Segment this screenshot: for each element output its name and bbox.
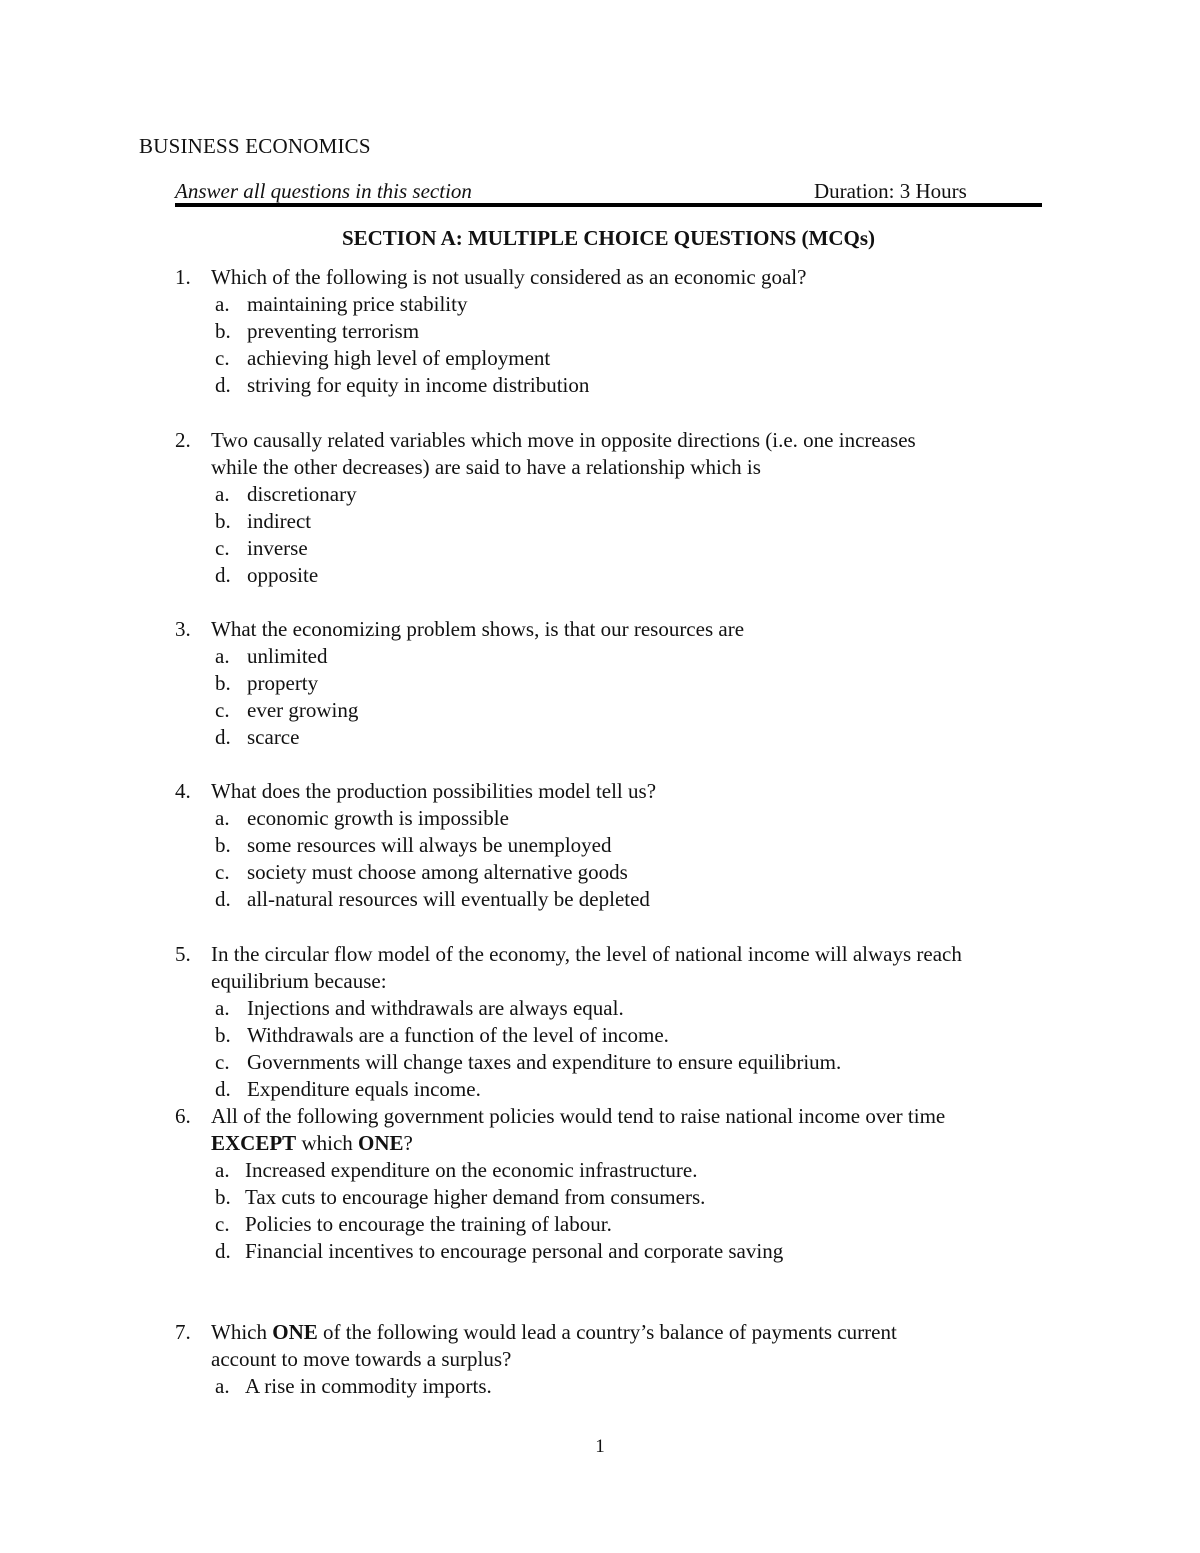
question-text: account to move towards a surplus? bbox=[211, 1347, 512, 1371]
option-text: maintaining price stability bbox=[247, 292, 468, 316]
option-letter: c. bbox=[215, 1212, 230, 1236]
question-mark: ? bbox=[403, 1131, 413, 1155]
option-text: Expenditure equals income. bbox=[247, 1077, 481, 1101]
option-letter: a. bbox=[215, 1158, 230, 1182]
option-c bbox=[175, 859, 1055, 886]
option-b bbox=[175, 1022, 1055, 1049]
option-letter: c. bbox=[215, 1050, 230, 1074]
question-7 bbox=[175, 1319, 1055, 1400]
option-text: opposite bbox=[247, 563, 319, 587]
option-text: some resources will always be unemployed bbox=[247, 833, 612, 857]
option-d bbox=[175, 1076, 1055, 1103]
emphasis-one: ONE bbox=[358, 1131, 404, 1155]
question-4 bbox=[175, 778, 1055, 913]
option-a bbox=[175, 1157, 1055, 1184]
option-text: Withdrawals are a function of the level of income. bbox=[247, 1023, 669, 1047]
question-text: while the other decreases) are said to have a relationship which is bbox=[211, 455, 761, 479]
question-text-part: of the following would lead a country’s balance of payments current bbox=[317, 1320, 897, 1344]
option-letter: c. bbox=[215, 346, 230, 370]
option-c bbox=[175, 1049, 1055, 1076]
option-c bbox=[175, 535, 1055, 562]
option-text: Tax cuts to encourage higher demand from consumers. bbox=[245, 1185, 706, 1209]
emphasis-one: ONE bbox=[272, 1320, 318, 1344]
option-d bbox=[175, 724, 1055, 751]
question-number: 7. bbox=[175, 1320, 191, 1344]
option-c bbox=[175, 1211, 1055, 1238]
option-text: Increased expenditure on the economic infrastructure. bbox=[245, 1158, 698, 1182]
option-text: scarce bbox=[247, 725, 300, 749]
question-number: 1. bbox=[175, 265, 191, 289]
option-text: A rise in commodity imports. bbox=[245, 1374, 492, 1398]
option-text: Financial incentives to encourage personal and corporate saving bbox=[245, 1239, 784, 1263]
option-letter: a. bbox=[215, 996, 230, 1020]
header-rule bbox=[175, 203, 1042, 207]
question-2 bbox=[175, 427, 1055, 589]
option-letter: d. bbox=[215, 725, 231, 749]
option-d bbox=[175, 886, 1055, 913]
question-text-part: which bbox=[296, 1131, 359, 1155]
option-text: discretionary bbox=[247, 482, 357, 506]
option-letter: b. bbox=[215, 1185, 231, 1209]
question-number: 2. bbox=[175, 428, 191, 452]
option-text: inverse bbox=[247, 536, 308, 560]
option-d bbox=[175, 562, 1055, 589]
question-text: equilibrium because: bbox=[211, 969, 387, 993]
question-text bbox=[211, 1319, 897, 1346]
question-text: In the circular flow model of the economy, the level of national income will always reach bbox=[211, 942, 962, 966]
option-c bbox=[175, 345, 1055, 372]
option-letter: a. bbox=[215, 292, 230, 316]
option-text: Injections and withdrawals are always equal. bbox=[247, 996, 624, 1020]
question-text: Two causally related variables which move in opposite directions (i.e. one increases bbox=[211, 428, 916, 452]
question-number: 4. bbox=[175, 779, 191, 803]
instruction-text: Answer all questions in this section bbox=[175, 179, 472, 203]
option-b bbox=[175, 832, 1055, 859]
option-text: achieving high level of employment bbox=[247, 346, 551, 370]
question-1 bbox=[175, 264, 1055, 399]
option-letter: b. bbox=[215, 509, 231, 533]
question-number: 5. bbox=[175, 942, 191, 966]
option-letter: b. bbox=[215, 833, 231, 857]
option-letter: a. bbox=[215, 806, 230, 830]
option-d bbox=[175, 372, 1055, 399]
option-a bbox=[175, 1373, 1055, 1400]
question-3 bbox=[175, 616, 1055, 751]
option-c bbox=[175, 697, 1055, 724]
option-text: ever growing bbox=[247, 698, 359, 722]
option-d bbox=[175, 1238, 1055, 1265]
option-letter: a. bbox=[215, 482, 230, 506]
option-text: all-natural resources will eventually be depleted bbox=[247, 887, 650, 911]
option-text: Governments will change taxes and expenditure to ensure equilibrium. bbox=[247, 1050, 842, 1074]
option-letter: a. bbox=[215, 644, 230, 668]
question-text: Which of the following is not usually considered as an economic goal? bbox=[211, 265, 807, 289]
option-b bbox=[175, 508, 1055, 535]
option-letter: d. bbox=[215, 1077, 231, 1101]
option-letter: c. bbox=[215, 860, 230, 884]
page-number: 1 bbox=[595, 1436, 605, 1457]
question-text-part: Which bbox=[211, 1320, 273, 1344]
question-number: 3. bbox=[175, 617, 191, 641]
option-text: property bbox=[247, 671, 319, 695]
question-6 bbox=[175, 1103, 1055, 1265]
option-b bbox=[175, 670, 1055, 697]
option-text: society must choose among alternative goods bbox=[247, 860, 628, 884]
section-title: SECTION A: MULTIPLE CHOICE QUESTIONS (MCQs) bbox=[341, 226, 876, 250]
question-5 bbox=[175, 941, 1055, 1103]
option-letter: b. bbox=[215, 1023, 231, 1047]
option-letter: b. bbox=[215, 319, 231, 343]
option-text: preventing terrorism bbox=[247, 319, 420, 343]
option-text: indirect bbox=[247, 509, 312, 533]
option-a bbox=[175, 805, 1055, 832]
option-letter: d. bbox=[215, 373, 231, 397]
option-b bbox=[175, 1184, 1055, 1211]
question-text: What the economizing problem shows, is that our resources are bbox=[211, 617, 745, 641]
option-a bbox=[175, 291, 1055, 318]
option-letter: d. bbox=[215, 1239, 231, 1263]
option-a bbox=[175, 481, 1055, 508]
option-a bbox=[175, 995, 1055, 1022]
option-text: Policies to encourage the training of labour. bbox=[245, 1212, 612, 1236]
document-title: BUSINESS ECONOMICS bbox=[139, 134, 371, 158]
option-text: unlimited bbox=[247, 644, 328, 668]
option-letter: a. bbox=[215, 1374, 230, 1398]
option-letter: b. bbox=[215, 671, 231, 695]
option-letter: c. bbox=[215, 536, 230, 560]
question-text: What does the production possibilities model tell us? bbox=[211, 779, 657, 803]
option-letter: d. bbox=[215, 563, 231, 587]
option-letter: d. bbox=[215, 887, 231, 911]
duration-text: Duration: 3 Hours bbox=[814, 179, 967, 203]
question-text: All of the following government policies would tend to raise national income over time bbox=[211, 1104, 946, 1128]
option-text: economic growth is impossible bbox=[247, 806, 509, 830]
option-letter: c. bbox=[215, 698, 230, 722]
question-text bbox=[211, 1130, 413, 1157]
option-a bbox=[175, 643, 1055, 670]
option-text: striving for equity in income distribution bbox=[247, 373, 590, 397]
option-b bbox=[175, 318, 1055, 345]
emphasis-except: EXCEPT bbox=[211, 1131, 297, 1155]
question-number: 6. bbox=[175, 1104, 191, 1128]
